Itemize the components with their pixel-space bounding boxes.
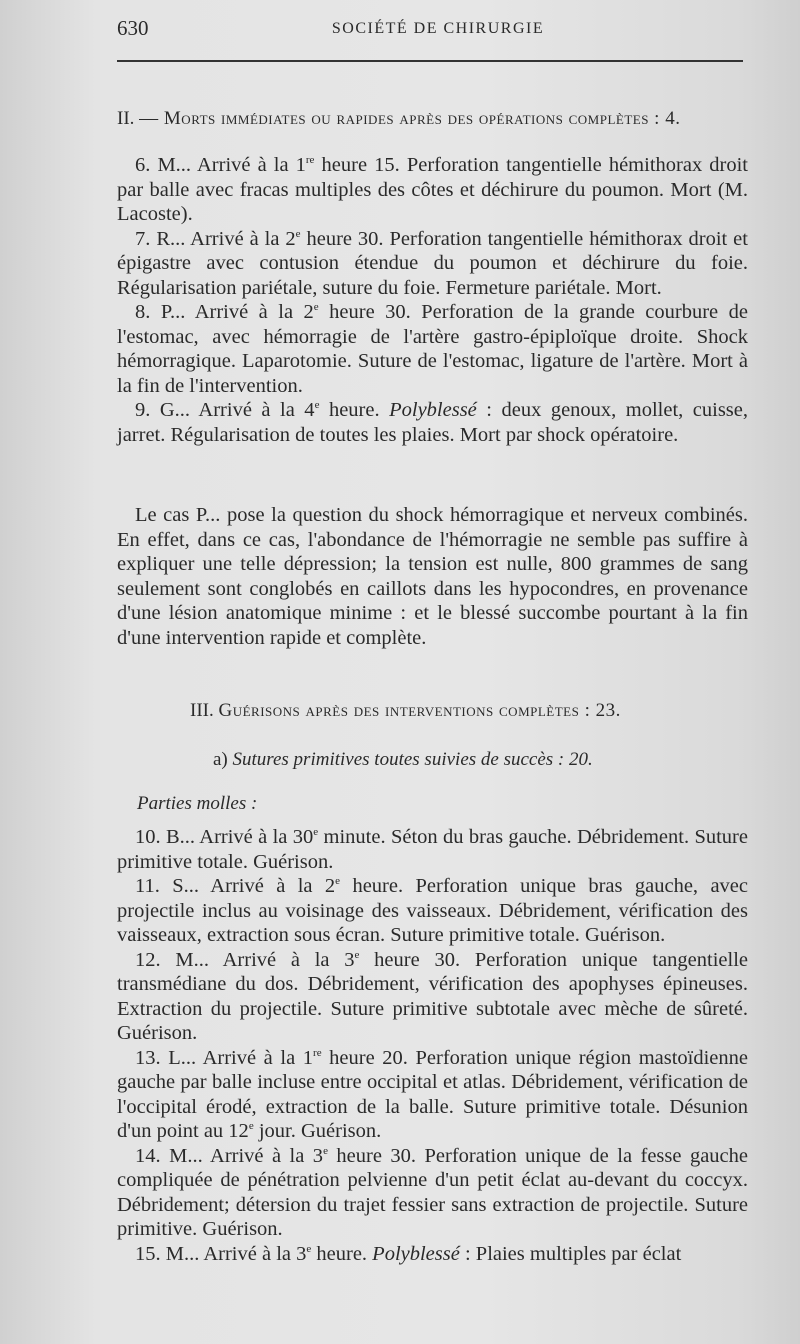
case-8: 8. P... Arrivé à la 2e heure 30. Perforation de la grande courbure de l'estomac, avec hémorragie de l'artère gastro-épiploïque droite. Shock hémorragique. Laparotomie. Suture de l'estomac, ligature de l'artère. Mort à la fin de l'intervention. xyxy=(117,301,748,397)
cases-block-recoveries xyxy=(117,825,748,1266)
subsection-a-title: Sutures primitives toutes suivies de succès : 20. xyxy=(232,749,593,770)
case-10: 10. B... Arrivé à la 30e minute. Séton du bras gauche. Débridement. Suture primitive totale. Guérison. xyxy=(117,826,748,873)
commentary-block xyxy=(117,503,748,650)
soft-parts-label: Parties molles : xyxy=(137,793,258,814)
section-iii-number: III. xyxy=(190,700,214,721)
commentary-paragraph: Le cas P... pose la question du shock hémorragique et nerveux combinés. En effet, dans ce cas, l'abondance de l'hémorragie ne semble pas suffire à expliquer une telle dépression; la tension est nulle, 800 grammes de sang seulement sont conglobés en caillots dans les hypocondres, en provenance d'une lésion anatomique minime : et le blessé succombe pourtant à la fin d'une intervention rapide et complète. xyxy=(117,504,748,649)
section-ii-heading xyxy=(117,108,680,130)
case-6: 6. M... Arrivé à la 1re heure 15. Perforation tangentielle hémithorax droit par balle avec fracas multiples des côtes et déchirure du poumon. Mort (M. Lacoste). xyxy=(117,154,748,225)
section-iii-title: Guérisons après des interventions complètes : 23. xyxy=(218,700,621,721)
case-14: 14. M... Arrivé à la 3e heure 30. Perforation unique de la fesse gauche compliquée de pénétration pelvienne d'un petit éclat au-devant du coccyx. Débridement; détersion du trajet fessier sans extraction de projectile. Suture primitive. Guérison. xyxy=(117,1144,748,1240)
case-9: 9. G... Arrivé à la 4e heure. Polyblessé : deux genoux, mollet, cuisse, jarret. Régularisation de toutes les plaies. Mort par shock opératoire. xyxy=(117,399,749,446)
case-13: 13. L... Arrivé à la 1re heure 20. Perforation unique région mastoïdienne gauche par balle incluse entre occipital et atlas. Débridement, vérification de l'occipital érodé, extraction de la balle. Suture primitive totale. Désunion d'un point au 12e jour. Guérison. xyxy=(117,1046,748,1142)
page-number: 630 xyxy=(117,16,149,40)
subsection-a-label: a) xyxy=(213,749,228,770)
cases-block-deaths xyxy=(117,153,748,447)
case-15: 15. M... Arrivé à la 3e heure. Polyblessé : Plaies multiples par éclat xyxy=(135,1242,682,1265)
case-7: 7. R... Arrivé à la 2e heure 30. Perforation tangentielle hémithorax droit et épigastre avec contusion étendue du poumon et déchirure du foie. Régularisation pariétale, suture du foie. Fermeture pariétale. Mort. xyxy=(117,227,748,299)
section-ii-number: II. xyxy=(117,108,135,129)
running-title: SOCIÉTÉ DE CHIRURGIE xyxy=(331,20,545,37)
section-ii-title: — Morts immédiates ou rapides après des opérations complètes : 4. xyxy=(139,108,681,129)
header-rule xyxy=(117,60,743,62)
section-iii-heading xyxy=(190,700,621,722)
subsection-a-heading xyxy=(213,749,593,771)
case-11: 11. S... Arrivé à la 2e heure. Perforation unique bras gauche, avec projectile inclus au voisinage des vaisseaux. Débridement, vérification des vaisseaux, extraction sous écran. Suture primitive totale. Guérison. xyxy=(117,875,749,946)
case-12: 12. M... Arrivé à la 3e heure 30. Perforation unique tangentielle transmédiane du dos. Débridement, vérification des apophyses épineuses. Extraction du projectile. Suture primitive subtotale avec mèche de sûreté. Guérison. xyxy=(117,948,748,1044)
soft-parts-heading xyxy=(137,793,257,815)
